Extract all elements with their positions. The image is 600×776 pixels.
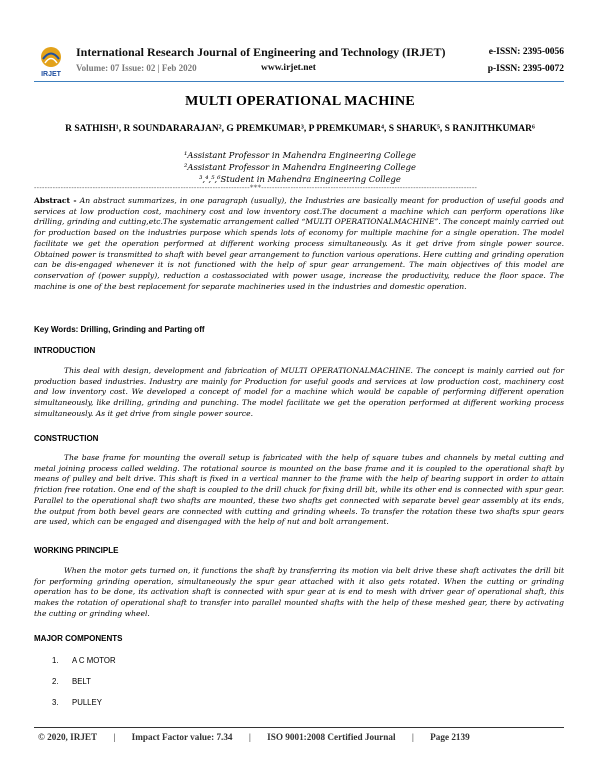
abstract bbox=[34, 196, 564, 292]
section-heading-major-components: MAJOR COMPONENTS bbox=[34, 634, 123, 643]
list-item bbox=[52, 656, 116, 665]
volume-issue: Volume: 07 Issue: 02 | Feb 2020 bbox=[76, 63, 197, 73]
list-item-number: 1. bbox=[52, 656, 59, 665]
journal-website-link[interactable]: www.irjet.net bbox=[261, 63, 316, 73]
footer-separator: | bbox=[411, 732, 414, 742]
list-item-label: A C MOTOR bbox=[72, 656, 116, 665]
list-item bbox=[52, 677, 91, 686]
page-footer bbox=[38, 732, 564, 742]
section-separator: ---------------------------------------------------------------------------------***--------------------------------------------------------------------------------- bbox=[34, 184, 478, 192]
abstract-text: An abstract summarizes, in one paragraph (usually), the Industries are basically meant for production of useful goods and services at low production cost, machinery cost and low inventory cost.The document a machine which can perform operations like drilling, grinding and cutting,etc.The systematic arrangement called “MULTI OPERATIONALMACHINE”. The concept mainly carried out for production based on the industries purpose which spends lots of economy for multiple machine for a single operation. The model facilitate we get the operation performed at different working process simultaneously. As it get drive from single power source. Obtained power is transmitted to shaft with bevel gear arrangement to function various operations. Here cutting and grinding operation can be dis-engaged whenever it is not functioned with the help of spur gear arrangement. The main objectives of this model are conservation of (power supply), reduction a costassociated with power usage, increase the productivity, reduce the floor space. The machine is one of the best replacement for separate machineries used in the industries and domestic operation. bbox=[34, 196, 565, 291]
working-principle-text: When the motor gets turned on, it functions the shaft by transferring its motion via belt drive these shaft activates the drill bit for performing grinding operation, simultaneously the spur gear attached with it also gets rotated. When the cutting or grinding operation has to be done, its activation shaft is connected with spur gear at is end to mesh with driver gear of operational shaft, this makes the rotation of operational shaft to transfer into parallel mounted shafts with the help of these meshed gear, there by activating the cutting or grinding wheel. bbox=[34, 566, 564, 618]
section-heading-working-principle: WORKING PRINCIPLE bbox=[34, 546, 119, 555]
affiliation-1: ¹Assistant Professor in Mahendra Engineering College bbox=[184, 150, 416, 160]
list-item-number: 3. bbox=[52, 698, 59, 707]
footer-separator: | bbox=[113, 732, 116, 742]
list-item-label: PULLEY bbox=[72, 698, 102, 707]
footer-separator: | bbox=[248, 732, 251, 742]
affiliation-2: ²Assistant Professor in Mahendra Engineering College bbox=[184, 162, 416, 172]
irjet-logo-icon bbox=[34, 44, 68, 78]
list-item-label: BELT bbox=[72, 677, 91, 686]
construction-text: The base frame for mounting the overall setup is fabricated with the help of square tubes and channels by metal cutting and metal joining process called welding. The rotational source is mounted on the base frame and it is coupled to the operational shaft by means of pulley and belt drive. This shaft is fixed in a vertical manner to the frame with the help of bearing support in order to attain friction free rotation. One end of the shaft is coupled to the drill chuck for fixing drill bit, while its other end is connected with spur gear. Parallel to the operational shaft two shafts are mounted, these two shafts get connected with separate bevel gear assembly at its ends, the output from both bevel gears are connected with cutting and grinding wheels. To transfer the rotation these two shafts spur gears are used, which can be engaged and disengaged with the help of nut and bolt arrangement. bbox=[34, 453, 564, 527]
footer-divider bbox=[34, 727, 564, 728]
keywords: Key Words: Drilling, Grinding and Parting off bbox=[34, 325, 205, 334]
header-divider bbox=[34, 81, 564, 82]
footer-impact-factor: Impact Factor value: 7.34 bbox=[131, 732, 233, 742]
list-item bbox=[52, 698, 102, 707]
introduction-text: This deal with design, development and fabrication of MULTI OPERATIONALMACHINE. The concept is mainly carried out for production based industries. Industry are mainly for Production for useful goods and services at low production cost, machinery cost and low inventory cost. We developed a concept of model for a machine which would be capable of performing different operation simultaneously, like drilling, grinding and punching. The model facilitate we get the operation performed at different working process simultaneously. As it get drive from single power source. bbox=[34, 366, 564, 418]
journal-header bbox=[34, 44, 564, 80]
footer-copyright: © 2020, IRJET bbox=[38, 732, 98, 742]
journal-name: International Research Journal of Engineering and Technology (IRJET) bbox=[76, 45, 446, 59]
logo-text: IRJET bbox=[41, 71, 61, 78]
footer-iso-certification: ISO 9001:2008 Certified Journal bbox=[267, 732, 396, 742]
author-list: R SATHISH¹, R SOUNDARARAJAN², G PREMKUMAR³, P PREMKUMAR⁴, S SHARUK⁵, S RANJITHKUMAR⁶ bbox=[65, 124, 535, 134]
affiliation-3: ³,⁴,⁵,⁶Student in Mahendra Engineering College bbox=[199, 174, 401, 184]
list-item-number: 2. bbox=[52, 677, 59, 686]
footer-page-number: Page 2139 bbox=[430, 732, 470, 742]
abstract-label: Abstract - bbox=[34, 196, 77, 205]
eissn: e-ISSN: 2395-0056 bbox=[488, 47, 564, 57]
paper-title: MULTI OPERATIONAL MACHINE bbox=[185, 94, 415, 109]
pissn: p-ISSN: 2395-0072 bbox=[487, 64, 564, 74]
section-heading-construction: CONSTRUCTION bbox=[34, 434, 99, 443]
section-heading-introduction: INTRODUCTION bbox=[34, 346, 96, 355]
